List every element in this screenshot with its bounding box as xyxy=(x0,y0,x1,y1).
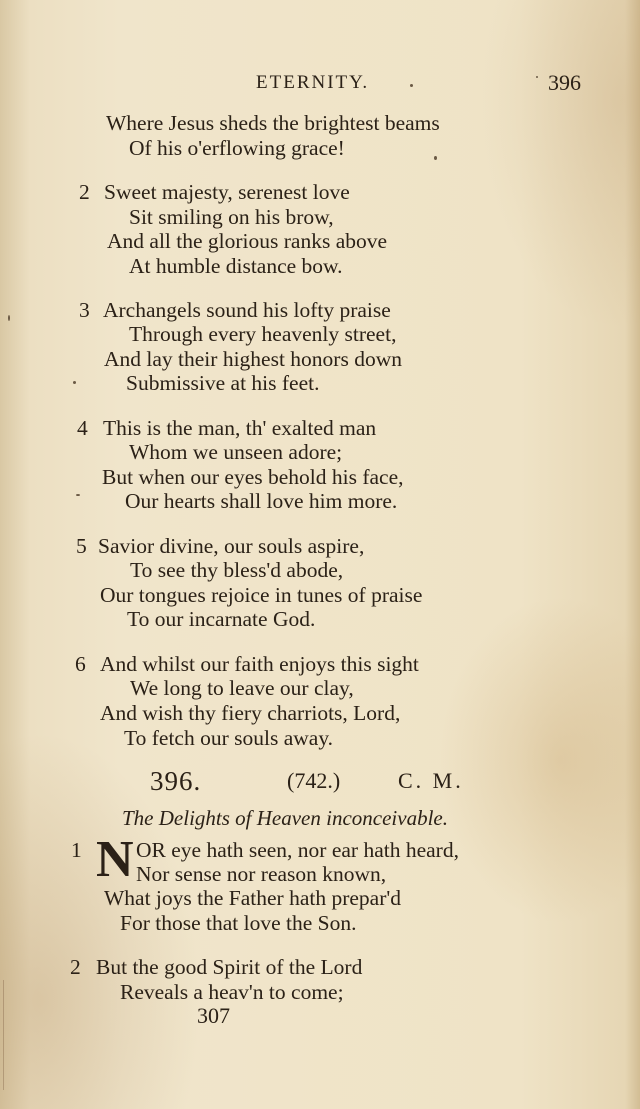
verse-line: To see thy bless'd abode, xyxy=(130,558,344,582)
verse-line: For those that love the Son. xyxy=(120,911,357,935)
verse-line: This is the man, th' exalted man xyxy=(103,416,377,440)
verse-line: Whom we unseen adore; xyxy=(129,440,343,464)
verse-line: And whilst our faith enjoys this sight xyxy=(100,652,419,676)
hymn-reference: (742.) xyxy=(287,768,341,793)
hymn-meter: C. M. xyxy=(398,768,464,793)
verse-line: Nor sense nor reason known, xyxy=(136,862,387,886)
verse-line: And all the glorious ranks above xyxy=(107,229,388,253)
hymn-number: 396. xyxy=(150,766,202,796)
verse-line: And lay their highest honors down xyxy=(104,347,402,371)
verse-line: At humble distance bow. xyxy=(129,254,343,278)
verse-line: Our tongues rejoice in tunes of praise xyxy=(100,583,423,607)
verse-number: 1 xyxy=(71,838,82,862)
verse-line: Submissive at his feet. xyxy=(126,371,320,395)
verse-line: But the good Spirit of the Lord xyxy=(96,955,363,979)
verse-line: We long to leave our clay, xyxy=(130,676,354,700)
verse-line: To our incarnate God. xyxy=(127,607,316,631)
hymn-subtitle: The Delights of Heaven inconceivable. xyxy=(122,806,448,830)
verse-line: What joys the Father hath prepar'd xyxy=(104,886,402,910)
verse-line: Reveals a heav'n to come; xyxy=(120,980,344,1004)
verse-line: Savior divine, our souls aspire, xyxy=(98,534,365,558)
verse-number: 6 xyxy=(75,652,86,676)
verse-number: 2 xyxy=(70,955,81,979)
verse-number: 5 xyxy=(76,534,87,558)
running-title: ETERNITY. xyxy=(256,72,370,93)
verse-line: Sit smiling on his brow, xyxy=(129,205,334,229)
page-edge-shadow xyxy=(3,980,4,1090)
verse-line: To fetch our souls away. xyxy=(124,726,334,750)
verse-number: 4 xyxy=(77,416,88,440)
continuation-line-2: Of his o'erflowing grace! xyxy=(129,136,345,160)
continuation-line-1: Where Jesus sheds the brightest beams xyxy=(106,111,440,135)
verse-line: But when our eyes behold his face, xyxy=(102,465,404,489)
ink-speck xyxy=(434,156,437,160)
ink-speck xyxy=(76,494,80,496)
page-folio: 307 xyxy=(197,1003,230,1028)
ink-speck xyxy=(536,76,538,78)
ink-speck xyxy=(73,381,76,384)
verse-number: 2 xyxy=(79,180,90,204)
verse-line: Our hearts shall love him more. xyxy=(125,489,398,513)
verse-number: 3 xyxy=(79,298,90,322)
drop-cap: N xyxy=(96,831,134,888)
ink-speck xyxy=(8,315,10,321)
header-page-number: 396 xyxy=(548,70,581,95)
verse-line: Sweet majesty, serenest love xyxy=(104,180,350,204)
verse-line: Archangels sound his lofty praise xyxy=(103,298,391,322)
verse-line: And wish thy fiery charriots, Lord, xyxy=(100,701,401,725)
verse-line: Through every heavenly street, xyxy=(129,322,397,346)
ink-speck xyxy=(410,84,413,87)
verse-line: OR eye hath seen, nor ear hath heard, xyxy=(136,838,459,862)
